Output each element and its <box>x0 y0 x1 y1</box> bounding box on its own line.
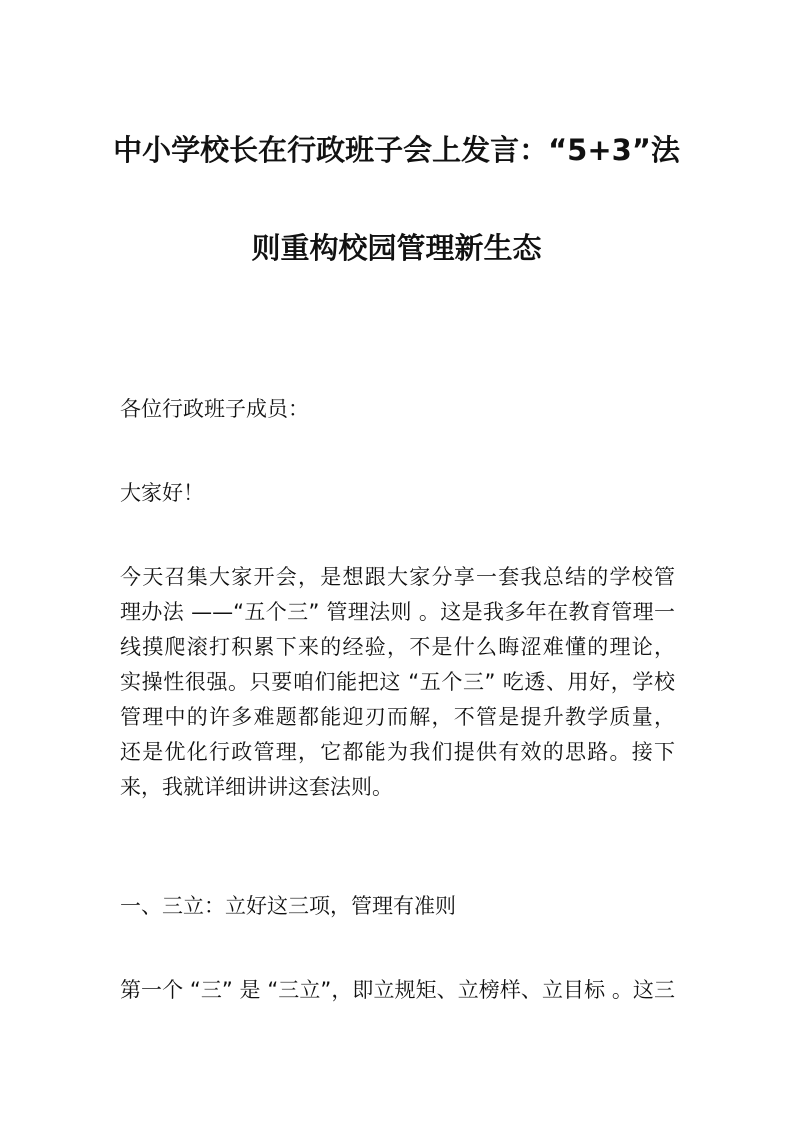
section-1-heading: 一、三立：立好这三项，管理有准则 <box>120 894 456 918</box>
greeting: 大家好！ <box>120 481 204 505</box>
intro-line: 理办法 ——“五个三” 管理法则 。这是我多年在教育管理一 <box>120 600 675 624</box>
section-1-line: 第一个 “三” 是 “三立”，即立规矩、立榜样、立目标 。这三 <box>120 978 675 1002</box>
document-title-line-2: 则重构校园管理新生态 <box>251 231 542 265</box>
intro-line: 今天召集大家开会，是想跟大家分享一套我总结的学校管 <box>120 565 675 589</box>
document-title-line-1: 中小学校长在行政班子会上发言：“5+3”法 <box>113 133 680 167</box>
intro-line: 还是优化行政管理，它都能为我们提供有效的思路。接下 <box>120 740 675 764</box>
intro-line: 线摸爬滚打积累下来的经验，不是什么晦涩难懂的理论， <box>120 635 675 659</box>
intro-paragraph <box>120 560 675 805</box>
salutation: 各位行政班子成员： <box>120 397 309 421</box>
intro-line: 管理中的许多难题都能迎刃而解，不管是提升教学质量， <box>120 705 675 729</box>
section-1-paragraph <box>120 973 675 1008</box>
intro-line: 实操性很强。只要咱们能把这 “五个三” 吃透、用好，学校 <box>120 670 675 694</box>
intro-line: 来，我就详细讲讲这套法则。 <box>120 775 393 799</box>
